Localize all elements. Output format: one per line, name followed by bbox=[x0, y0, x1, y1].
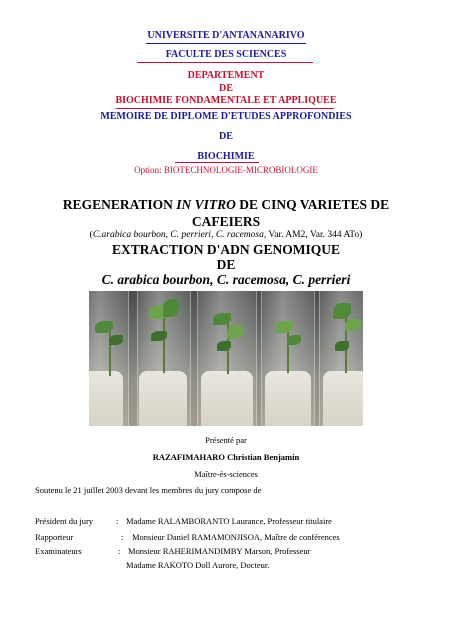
defense-statement: Soutenu le 21 juillet 2003 devant les membres du jury compose de bbox=[35, 485, 262, 495]
underline-rule bbox=[146, 43, 306, 44]
thesis-title-line4: DE bbox=[216, 257, 236, 272]
jury-member: Monsieur RAHERIMANDIMBY Marson, Professeur bbox=[128, 546, 311, 556]
author-degree: Maître-ès-sciences bbox=[194, 469, 258, 479]
underline-rule bbox=[137, 62, 313, 63]
university-name: UNIVERSITE D'ANTANANARIVO bbox=[147, 30, 305, 41]
memoire-de: DE bbox=[219, 131, 233, 142]
jury-member: Madame RALAMBORANTO Laurance, Professeur titulaire bbox=[126, 516, 332, 526]
thesis-title-line1: REGENERATION IN VITRO DE CINQ VARIETES DE bbox=[62, 197, 390, 212]
jury-member: Madame RAKOTO Doll Aurore, Docteur. bbox=[126, 560, 270, 570]
thesis-title-line5: C. arabica bourbon, C. racemosa, C. perrieri bbox=[101, 272, 351, 287]
jury-role: Président du jury bbox=[35, 516, 94, 526]
option-line: Option: BIOTECHNOLOGIE-MICROBIOLOGIE bbox=[134, 165, 318, 175]
thesis-title-line3: EXTRACTION D'ADN GENOMIQUE bbox=[111, 242, 341, 257]
underline-rule bbox=[175, 162, 259, 163]
jury-role: Rapporteur bbox=[35, 532, 74, 542]
jury-separator: : bbox=[121, 532, 124, 542]
discipline-name: BIOCHIMIE bbox=[197, 151, 255, 162]
jury-separator: : bbox=[116, 516, 119, 526]
faculty-name: FACULTE DES SCIENCES bbox=[165, 49, 287, 60]
department-name: BIOCHIMIE FONDAMENTALE ET APPLIQUEE bbox=[115, 95, 337, 106]
thesis-title-line2: CAFEIERS bbox=[191, 214, 261, 229]
memoire-title: MEMOIRE DE DIPLOME D'ETUDES APPROFONDIES bbox=[100, 111, 352, 122]
jury-separator: : bbox=[118, 546, 121, 556]
jury-role: Examinateurs bbox=[35, 546, 82, 556]
author-name: RAZAFIMAHARO Christian Benjamin bbox=[152, 452, 300, 462]
species-list: (C.arabica bourbon, C. perrieri, C. racemosa, Var. AM2, Var. 344 ATo) bbox=[89, 230, 363, 240]
plantlets-photo bbox=[89, 291, 363, 426]
department-de: DE bbox=[219, 83, 233, 94]
presented-by: Présenté par bbox=[205, 435, 247, 445]
underline-rule bbox=[116, 108, 334, 109]
jury-member: Monsieur Daniel RAMAMONJISOA, Maître de conférences bbox=[132, 532, 340, 542]
department-label: DEPARTEMENT bbox=[187, 70, 265, 81]
